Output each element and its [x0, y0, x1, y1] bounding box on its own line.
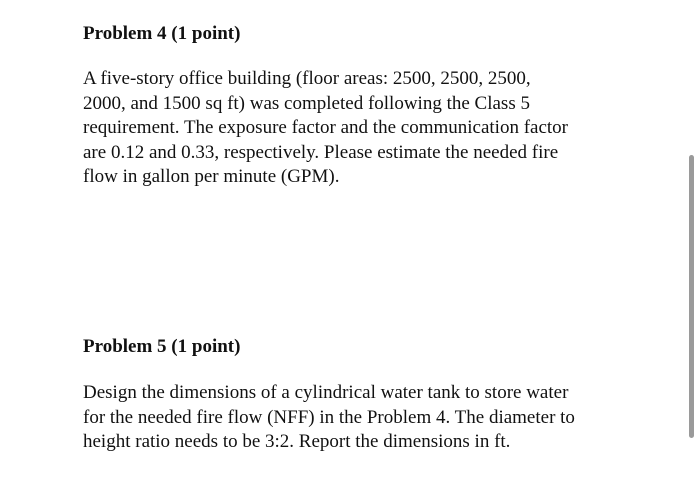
- problem-4-line: requirement. The exposure factor and the communication factor: [83, 117, 569, 138]
- problem-4-title: Problem 4 (1 point): [83, 23, 241, 44]
- problem-5-text: [83, 381, 628, 455]
- problem-4-line: A five-story office building (floor areas: 2500, 2500, 2500,: [83, 68, 531, 89]
- problem-4-line: 2000, and 1500 sq ft) was completed following the Class 5: [83, 92, 530, 114]
- problem-5-title: Problem 5 (1 point): [83, 336, 241, 357]
- problem-4-text: [83, 67, 618, 190]
- problem-5-line: for the needed fire flow (NFF) in the Problem 4. The diameter to: [83, 406, 575, 428]
- problem-5-line: Design the dimensions of a cylindrical water tank to store water: [83, 382, 569, 403]
- problem-5-line: height ratio needs to be 3:2. Report the dimensions in ft.: [83, 431, 511, 452]
- vertical-scrollbar-thumb[interactable]: [689, 155, 694, 438]
- problem-4-line: are 0.12 and 0.33, respectively. Please estimate the needed fire: [83, 141, 559, 163]
- problem-4-line: flow in gallon per minute (GPM).: [83, 166, 340, 187]
